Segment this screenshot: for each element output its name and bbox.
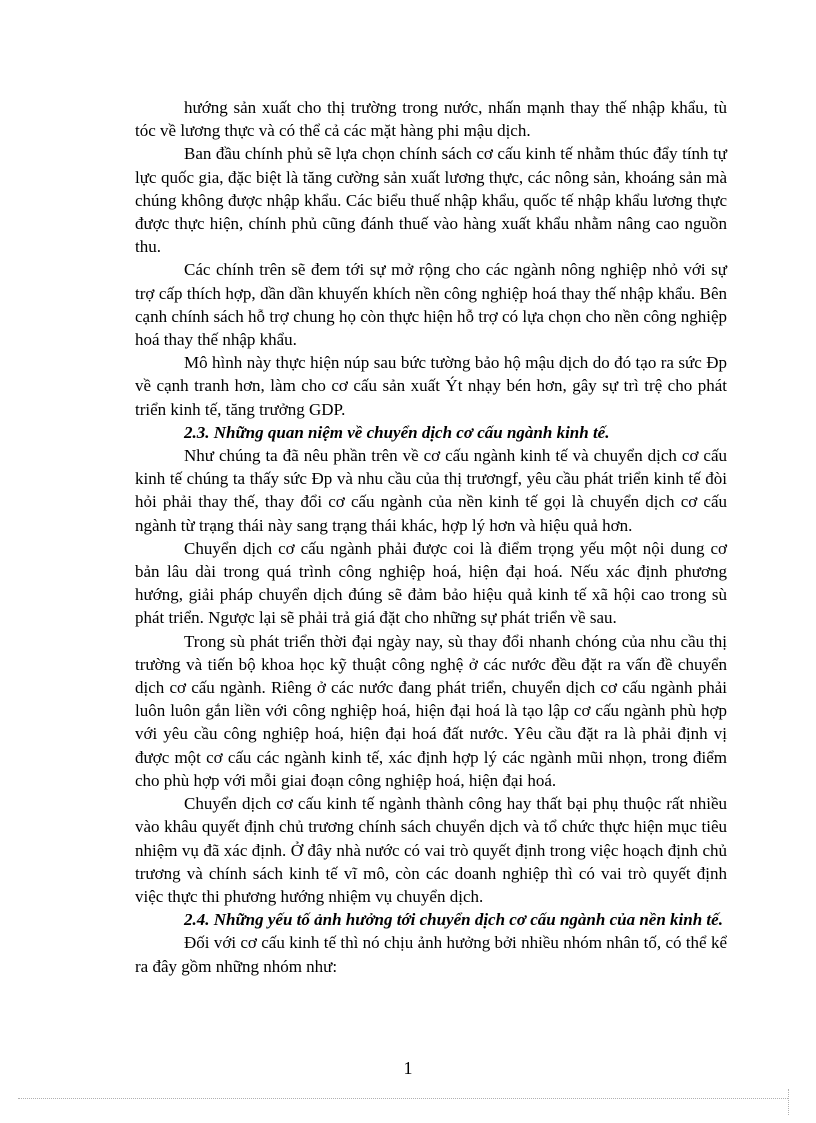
section-heading-2-3: 2.3. Những quan niệm về chuyển dịch cơ cấu ngành kinh tế. (184, 422, 610, 442)
paragraph: Chuyển dịch cơ cấu kinh tế ngành thành công hay thất bại phụ thuộc rất nhiều vào khâu quyết định chủ trương chính sách chuyển dịch và tổ chức thực hiện mục tiêu nhiệm vụ đã xác định. Ở đây nhà nước có vai trò quyết định trong việc hoạch định chủ trương và chính sách kinh tế vĩ mô, còn các doanh nghiệp thì có vai trò quyết định việc thực thi phương hướng nhiệm vụ chuyển dịch. (135, 794, 727, 906)
page-number: 1 (403, 1058, 413, 1078)
paragraph: Như chúng ta đã nêu phần trên về cơ cấu ngành kinh tế và chuyển dịch cơ cấu kinh tế chúng ta thấy sức Ðp và nhu cầu của thị trươngf, yêu cầu phát triển kinh tế đòi hỏi phải thay thế, thay đổi cơ cấu ngành của nền kinh tế gọi là chuyển dịch cơ cấu ngành từ trạng thái này sang trạng thái khác, hợp lý hơn và hiệu quả hơn. (135, 446, 727, 535)
paragraph: Đối với cơ cấu kinh tế thì nó chịu ảnh hưởng bởi nhiều nhóm nhân tố, có thể kể ra đây gồm những nhóm như: (135, 933, 727, 976)
paragraph-continuation: hướng sản xuất cho thị trường trong nước, nhấn mạnh thay thế nhập khẩu, tù tóc về lương thực và có thể cả các mặt hàng phi mậu dịch. (135, 98, 727, 141)
paragraph: Các chính trên sẽ đem tới sự mở rộng cho các ngành nông nghiệp nhỏ với sự trợ cấp thích hợp, dần dần khuyến khích nền công nghiệp hoá thay thế nhập khẩu. Bên cạnh chính sách hỗ trợ chung họ còn thực hiện hỗ trợ có lựa chọn cho nền công nghiệp hoá thay thế nhập khẩu. (135, 260, 727, 350)
paragraph: Trong sù phát triển thời đại ngày nay, sù thay đổi nhanh chóng của nhu cầu thị trường và tiến bộ khoa học kỹ thuật công nghệ ở các nước đều đặt ra vấn đề chuyển dịch cơ cấu ngành. Riêng ở các nước đang phát triển, chuyển dịch cơ cấu ngành phải luôn luôn gắn liền với công nghiệp hoá, hiện đại hoá là tạo lập cơ cấu ngành phù hợp với yêu cầu công nghiệp hoá, hiện đại hoá đất nước. Yêu cầu đặt ra là phải định vị được một cơ cấu các ngành kinh tế, xác định hợp lý các ngành mũi nhọn, trong điểm cho phù hợp với mỗi giai đoạn công nghiệp hoá, hiện đại hoá. (135, 631, 727, 790)
section-heading-2-4: 2.4. Những yếu tố ảnh hưởng tới chuyển dịch cơ cấu ngành của nền kinh tế. (184, 910, 723, 930)
document-body (135, 96, 727, 978)
paragraph: Chuyển dịch cơ cấu ngành phải được coi là điểm trọng yếu một nội dung cơ bản lâu dài trong quá trình công nghiệp hoá, hiện đại hoá. Nếu xác định phương hướng, giải pháp chuyển dịch đúng sẽ đảm bảo hiệu quả kinh tế xã hội cao trong sù phát triển. Ngược lại sẽ phải trả giá đặt cho những sự phát triển về sau. (135, 538, 727, 628)
footer-margin-mark (788, 1089, 789, 1115)
paragraph: Mô hình này thực hiện núp sau bức tường bảo hộ mậu dịch do đó tạo ra sức Ðp về cạnh tranh hơn, làm cho cơ cấu sản xuất Ýt nhạy bén hơn, gây sự trì trệ cho phát triển kinh tế, tăng trưởng GDP. (135, 353, 727, 419)
paragraph: Ban đầu chính phủ sẽ lựa chọn chính sách cơ cấu kinh tế nhằm thúc đẩy tính tự lực quốc gia, đặc biệt là tăng cường sản xuất lương thực, các nông sản, khoáng sản mà chúng không được nhập khẩu. Các biểu thuế nhập khẩu, quốc tế nhập khẩu lương thực được thực hiện, chính phủ cũng đánh thuế vào hàng xuất khẩu nhằm nâng cao nguồn thu. (135, 144, 727, 257)
footer-divider (18, 1098, 788, 1099)
